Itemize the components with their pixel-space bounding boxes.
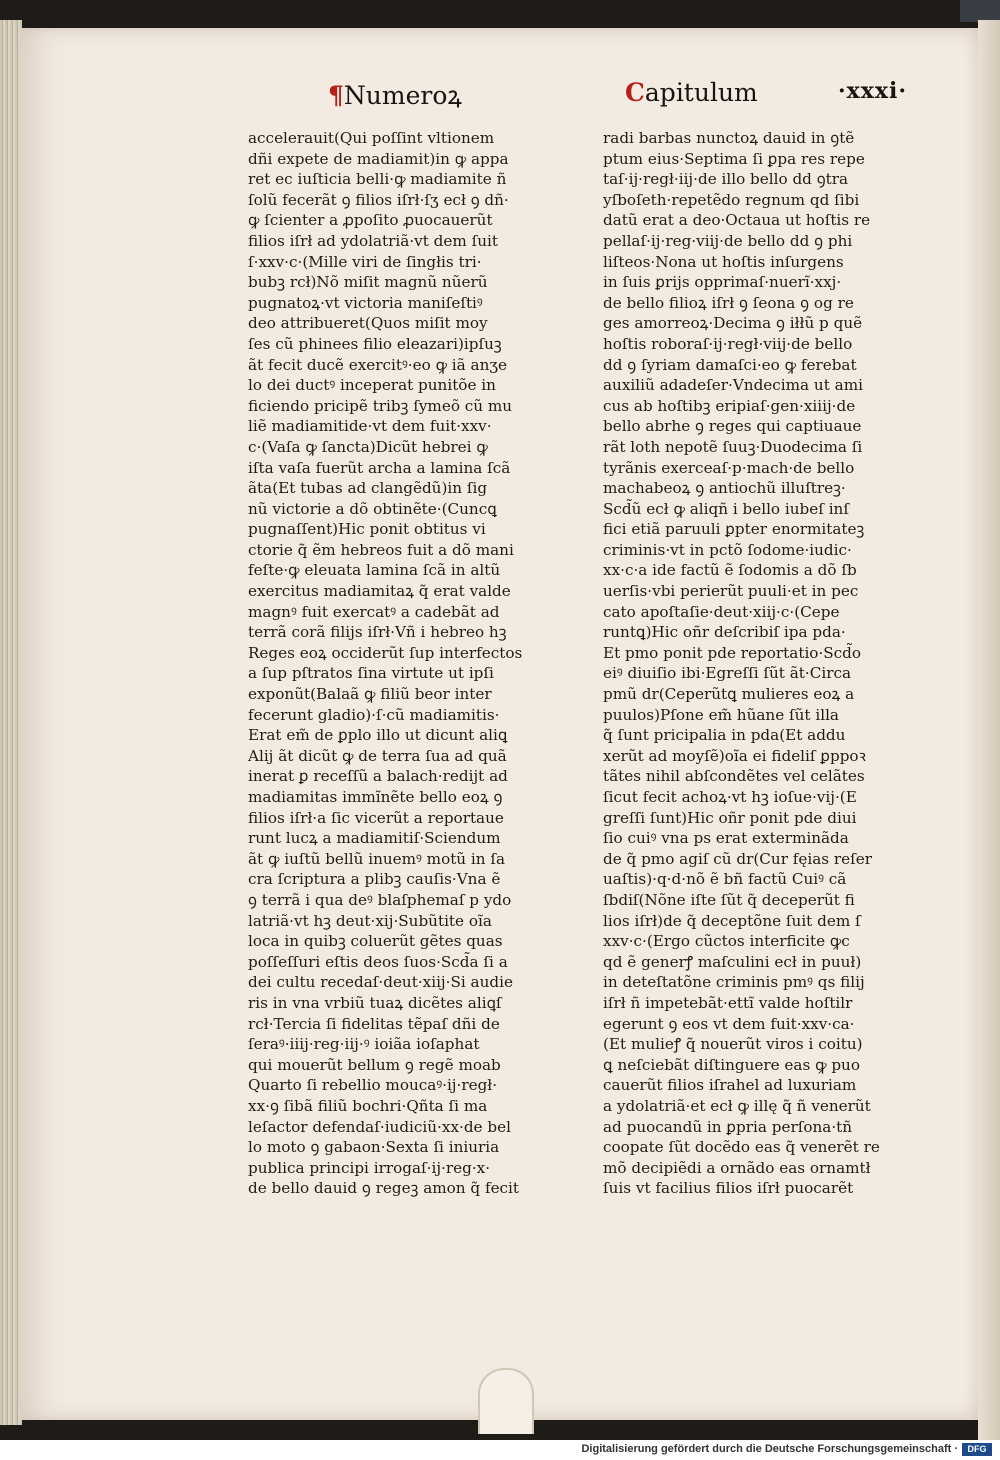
text-line: de q̃ pmo agiſ cũ dr(Cur fęias reſer: [603, 849, 873, 868]
text-line: qui mouerũt bellum ꝯ regẽ moab: [248, 1055, 501, 1074]
text-line: in deteſtatõne criminis pmꝰ qs filij: [603, 973, 865, 992]
text-line: fici etiã paruuli ꝑpter enormitateꝫ: [603, 520, 865, 539]
folio-number: ·xxxi·: [838, 78, 908, 104]
text-line: terrã corã filijs iſrł·Vñ i hebreo hꝫ: [248, 623, 507, 642]
text-line: eiꝰ diuiſio ibi·Egreſſi ſũt ãt·Circa: [603, 664, 852, 683]
text-line: ficiendo pricipẽ tribꝫ ſymeõ cũ mu: [248, 396, 513, 415]
text-line: a ſup pſtratos ſina virtute ut ipſi: [248, 664, 494, 683]
text-line: ad puocandũ in ꝑpria perſona·tñ: [603, 1117, 853, 1136]
paper-flaw-mark: [478, 1368, 534, 1434]
text-line: egerunt ꝯ eos vt dem fuit·xxv·ca·: [603, 1014, 855, 1033]
running-head-left-text: Numeroꝝ: [343, 81, 462, 110]
text-line: ſolũ fecerãt ꝯ filios iſrł·ſʒ ecł ꝯ dñ·: [248, 190, 509, 209]
text-line: madiamitas immĩnẽte bello eoꝝ ꝯ: [248, 788, 503, 806]
text-line: a ydolatriã·et ecł ꝙ illę q̃ ñ venerũt: [603, 1096, 871, 1115]
text-line: ſ·xxv·c·(Mille viri de ſingłis tri·: [248, 252, 482, 271]
text-line: filios iſrł ad ydolatriã·vt dem ſuit: [248, 231, 498, 250]
text-line: ꝙ ſcienter a ꝓpoſito ꝓuocauerũt: [248, 211, 493, 230]
text-line: (Et mulieꝭ q̃ nouerũt viros i coitu): [603, 1035, 863, 1054]
text-line: dei cultu recedaſ·deut·xiij·Si audie: [248, 973, 513, 992]
text-line: cauerũt filios iſrahel ad luxuriam: [603, 1076, 857, 1095]
text-line: in ſuis ꝑrijs opprimaſ·nuerĩ·xxj·: [603, 273, 842, 292]
text-line: uaſtis)·q·d·nõ ẽ bñ factũ Cuiꝰ cã: [603, 870, 847, 889]
text-line: pugnaſſent)Hic ponit obtitus vi: [248, 520, 486, 539]
text-line: datũ erat a deo·Octaua ut hoſtis re: [603, 211, 871, 230]
text-line: pellaſ·ij·reg·viij·de bello dd ꝯ phi: [603, 231, 853, 250]
text-line: cus ab hoſtibꝫ eripiaſ·gen·xiiij·de: [603, 396, 856, 415]
text-line: xx·ꝯ ſibã filiũ bochri·Qñta ſi ma: [248, 1096, 488, 1115]
text-line: greſſi ſunt)Hic oñr ponit pde diui: [603, 808, 857, 827]
text-line: Scd̃ũ ecł ꝙ aliqñ i bello iubeſ inſ: [603, 499, 849, 518]
text-line: accelerauit(Qui poſſint vltionem: [248, 129, 495, 147]
text-line: criminis·vt in pctõ ſodome·iudic·: [603, 540, 852, 559]
text-line: inerat ꝑ receſſũ a balach·redijt ad: [248, 767, 508, 786]
text-line: Erat em̃ de ꝑplo illo ut dicunt aliꝗ: [248, 726, 508, 745]
text-line: exponũt(Balaã ꝙ filiũ beor inter: [248, 685, 492, 704]
text-line: Quarto ſi rebellio moucaꝰ·ij·regł·: [248, 1076, 498, 1095]
text-line: ſicut fecit achoꝝ·vt hꝫ ioſue·vij·(E: [603, 788, 857, 806]
text-line: iſta vaſa fuerũt archa a lamina ſcã: [248, 458, 511, 477]
dfg-logo: DFG: [962, 1443, 992, 1456]
text-line: Et pmo ponit pde reportatio·Scd̃o: [603, 643, 862, 662]
text-line: ſio cuiꝰ vna ps erat exterminãda: [603, 829, 849, 848]
text-line: cra ſcriptura a plibꝫ cauſis·Vna ẽ: [248, 870, 501, 889]
text-line: uerſis·vbi perierũt puuli·et in pec: [603, 582, 859, 601]
text-line: deo attribueret(Quos miſit moy: [248, 314, 488, 333]
text-line: yſboſeth·repetẽdo regnum qd ſibi: [603, 190, 860, 209]
text-line: coopate ſũt docẽdo eas q̃ venerẽt re: [603, 1138, 880, 1157]
text-line: rcł·Tercia ſi fidelitas tẽpaſ dñi de: [248, 1014, 500, 1033]
text-line: ãt ꝙ iuſtũ bellũ inuemꝰ motũ in ſa: [248, 849, 506, 868]
text-line: leſactor defendaſ·iudiciũ·xx·de bel: [248, 1117, 511, 1136]
text-line: radi barbas nunctoꝝ dauid in ꝯtẽ: [603, 129, 855, 147]
text-line: lo dei ductꝰ inceperat punitõe in: [248, 376, 496, 395]
page-right-edge: [978, 20, 1000, 1440]
text-line: ãt fecit ducẽ exercitꝰ·eo ꝙ iã anʒe: [248, 355, 507, 374]
text-line: dd ꝯ ſyriam damaſci·eo ꝙ ferebat: [603, 355, 857, 374]
text-line: iſrł ñ impetebãt·ettĩ valde hoſtilr: [603, 993, 853, 1012]
running-head-left: [328, 78, 462, 112]
text-line: ſes cũ phinees filio eleazari)ipſuꝫ: [248, 334, 502, 353]
text-line: qd ẽ generꝭ maſculini ecł in puuł): [603, 952, 862, 971]
text-line: dñi expete de madiamit)in ꝙ appa: [248, 149, 509, 168]
text-line: hoſtis roboraſ·ij·regł·viij·de bello: [603, 334, 853, 353]
text-line: de bello filioꝝ iſrł ꝯ ſeona ꝯ og re: [603, 293, 854, 312]
text-line: runtꝗ)Hic oñr deſcribiſ ipa pda·: [603, 623, 846, 642]
text-line: magnꝰ fuit exercatꝰ a cadebãt ad: [248, 602, 500, 621]
text-line: ptum eius·Septima ſi ꝑpa res repe: [603, 149, 865, 168]
text-line: xerũt ad moyſẽ)oĩa ei fideliſ ꝑppoꝛ: [603, 746, 866, 765]
text-line: ſbdiſ(Nõne iſte ſũt q̃ deceperũt fi: [603, 890, 855, 909]
text-line: Reges eoꝝ occiderũt ſup interfectos: [248, 643, 523, 662]
text-column-left: [248, 128, 538, 1199]
text-line: feſte·ꝙ eleuata lamina ſcã in altũ: [248, 561, 501, 580]
footer-bar: [0, 1440, 1000, 1460]
text-line: puulos)Pſone em̃ hũane ſũt illa: [603, 705, 839, 724]
text-line: ꝯ terrã i qua deꝰ blaſphemaſ p ydo: [248, 890, 512, 909]
text-line: xx·c·a ide factũ ẽ ſodomis a dõ ſb: [603, 561, 857, 580]
running-head-right-text: apitulum: [644, 78, 758, 107]
text-line: ſuis vt facilius filios iſrł puocarẽt: [603, 1179, 854, 1198]
text-line: c·(Vaſa ꝙ ſancta)Dicũt hebrei ꝙ: [248, 437, 488, 456]
text-line: q̃ ſunt pricipalia in pda(Et addu: [603, 726, 846, 745]
text-line: latriã·vt hꝫ deut·xij·Subũtite oĩa: [248, 911, 492, 930]
text-line: auxiliũ adadeſer·Vndecima ut ami: [603, 376, 863, 395]
text-line: ꝗ neſciebãt diſtinguere eas ꝙ puo: [603, 1055, 860, 1074]
text-line: liẽ madiamitide·vt dem fuit·xxv·: [248, 417, 492, 436]
text-line: lios iſrł)de q̃ deceptõne ſuit dem ſ: [603, 911, 861, 930]
text-line: de bello dauid ꝯ regeꝫ amon q̃ fecit: [248, 1179, 520, 1198]
text-line: publica principi irrogaſ·ij·reg·x·: [248, 1158, 491, 1177]
text-line: rãt loth nepotẽ ſuuꝫ·Duodecima ſi: [603, 437, 863, 456]
text-line: filios iſrł·a ſic vicerũt a reportaue: [248, 808, 504, 827]
footer-credit: Digitalisierung gefördert durch die Deutsche Forschungsgemeinschaft ·: [581, 1443, 958, 1455]
text-line: ſeraꝰ·iiij·reg·iij·ꝰ ioiãa ioſaphat: [248, 1035, 480, 1054]
text-line: pmũ dr(Ceperũtꝗ mulieres eoꝝ a: [603, 685, 855, 704]
text-line: fecerunt gladio)·ſ·cũ madiamitis·: [248, 705, 500, 724]
text-line: ges amorreoꝝ·Decima ꝯ iłłũ p quẽ: [603, 314, 863, 333]
text-line: bubꝫ rcł)Nõ miſit magnũ nũerũ: [248, 273, 488, 292]
text-line: tyrãnis exerceaſ·p·mach·de bello: [603, 458, 855, 477]
text-line: ris in vna vrbiũ tuaꝝ dicẽtes aliꝗſ: [248, 993, 502, 1012]
running-head-right: [625, 78, 758, 112]
text-line: machabeoꝝ ꝯ antiochũ illuſtreꝫ·: [603, 479, 846, 498]
text-line: loca in quibꝫ coluerũt gẽtes quas: [248, 932, 503, 951]
book-cover-strip: [960, 0, 1000, 22]
text-line: ret ec iuſticia belli·ꝙ madiamite ñ: [248, 170, 507, 189]
text-line: ctorie q̃ ẽm hebreos fuit a dõ mani: [248, 540, 514, 559]
text-line: taſ·ij·regł·iij·de illo bello dd ꝯtra: [603, 170, 849, 189]
text-line: runt lucꝝ a madiamitiſ·Sciendum: [248, 829, 501, 848]
text-line: Alij ãt dicũt ꝙ de terra ſua ad quã: [248, 746, 507, 765]
text-line: bello abrhe ꝯ reges qui captiuaue: [603, 417, 862, 436]
text-line: pugnatoꝝ·vt victoria maniſeſtiꝰ: [248, 293, 483, 312]
text-line: liſteos·Nona ut hoſtis inſurgens: [603, 252, 844, 271]
text-line: cato apoſtaſie·deut·xiij·c·(Cepe: [603, 602, 840, 621]
paragraph-mark: ¶: [328, 81, 344, 110]
text-line: xxv·c·(Ergo cũctos interficite ꝙc: [603, 932, 850, 951]
text-line: tãtes nihil abſcondẽtes vel celãtes: [603, 767, 865, 786]
text-line: exercitus madiamitaꝝ q̃ erat valde: [248, 582, 511, 601]
text-column-right: [603, 128, 898, 1199]
page-stack-edge: [0, 20, 22, 1425]
text-line: poſſeſſuri eſtis deos ſuos·Scd̃a ſi a: [248, 952, 508, 971]
text-line: lo moto ꝯ gabaon·Sexta ſi iniuria: [248, 1138, 500, 1157]
text-line: ãta(Et tubas ad clangẽdũ)in ſig: [248, 479, 488, 498]
rubric-initial: C: [625, 78, 645, 107]
text-line: nũ victorie a dõ obtinẽte·(Cuncꝗ: [248, 499, 497, 518]
text-line: mõ decipiẽdi a ornãdo eas ornamtł: [603, 1158, 871, 1177]
